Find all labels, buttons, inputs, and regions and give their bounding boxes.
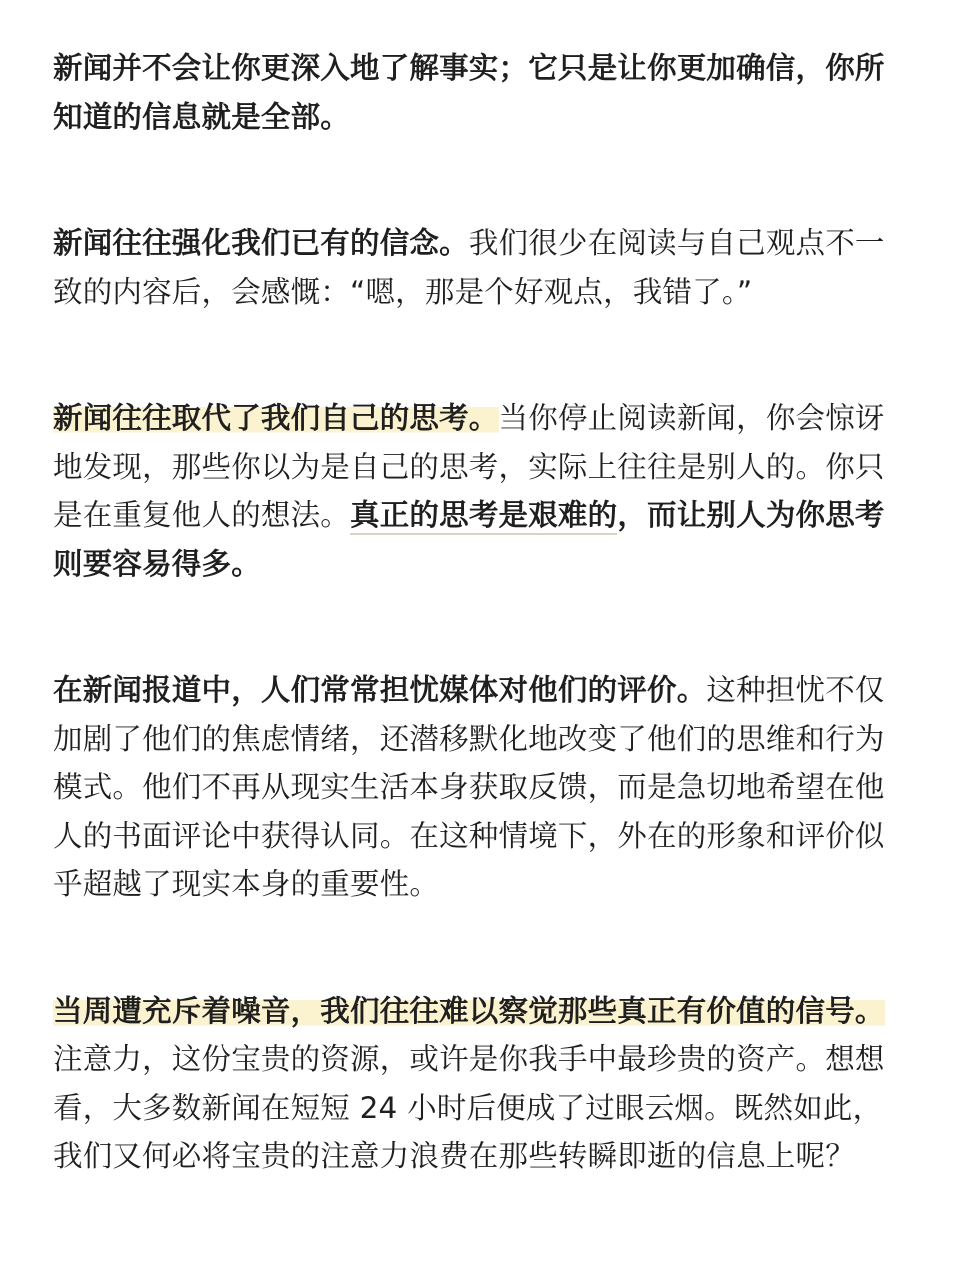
paragraph-2-bold: 新闻往往强化我们已有的信念。 — [53, 226, 469, 260]
paragraph-3-text: 当你停止阅读新闻，你会惊讶地发现，那些你以为是自己的思考，实际上往往是别人的。你只是在重复他人的想法。 — [53, 401, 885, 532]
paragraph-4 — [53, 666, 893, 909]
paragraph-5 — [53, 987, 893, 1181]
paragraph-5-highlight: 当周遭充斥着噪音，我们往往难以察觉那些真正有价值的信号。 — [53, 993, 885, 1028]
paragraph-3-highlight: 新闻往往取代了我们自己的思考。 — [53, 401, 499, 435]
paragraph-3-bold-tail: ，而让别人为你思考则要容易得多。 — [53, 498, 885, 581]
paragraph-2 — [53, 219, 893, 316]
paragraph-3 — [53, 394, 893, 588]
paragraph-1-bold: 新闻并不会让你更深入地了解事实；它只是让你更加确信，你所知道的信息就是全部。 — [53, 51, 885, 134]
paragraph-5-text: 注意力，这份宝贵的资源，或许是你我手中最珍贵的资产。想想看，大多数新闻在短短 24 小时后便成了过眼云烟。既然如此，我们又何必将宝贵的注意力浪费在那些转瞬即逝的信息上呢？ — [53, 1042, 885, 1173]
paragraph-1 — [53, 44, 893, 141]
paragraph-2-text: 我们很少在阅读与自己观点不一致的内容后，会感慨：“嗯，那是个好观点，我错了。” — [53, 226, 885, 309]
paragraph-3-underlined-phrase: 真正的思考是艰难的 — [350, 498, 617, 535]
article-body — [53, 44, 893, 1181]
paragraph-4-text: 这种担忧不仅加剧了他们的焦虑情绪，还潜移默化地改变了他们的思维和行为模式。他们不再从现实生活本身获取反馈，而是急切地希望在他人的书面评论中获得认同。在这种情境下，外在的形象和评价似乎超越了现实本身的重要性。 — [53, 673, 885, 901]
paragraph-4-bold: 在新闻报道中，人们常常担忧媒体对他们的评价。 — [53, 673, 707, 707]
